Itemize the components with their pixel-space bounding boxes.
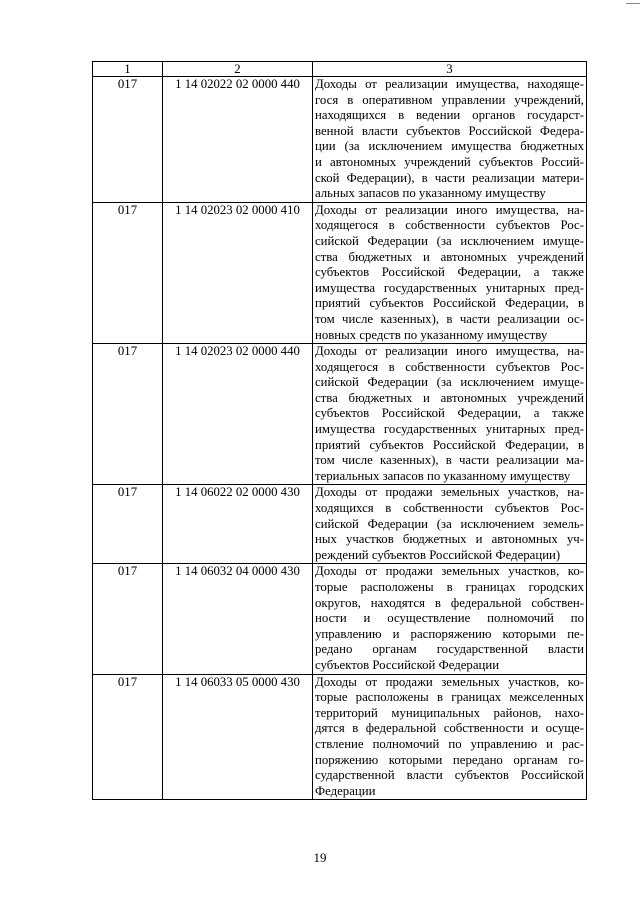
description-line: ской Федерации), в части реализации матери- <box>315 170 584 185</box>
revenue-description-cell <box>313 674 587 800</box>
description-line: Доходы от реализации иного имущества, на- <box>315 202 584 217</box>
description-line: сударственной власти субъектов Российской <box>315 768 584 783</box>
description-line: ства бюджетных и автономных учреждений <box>315 249 584 264</box>
corner-mark <box>626 0 640 4</box>
admin-code-cell: 017 <box>93 485 163 564</box>
description-line: сийской Федерации (за исключением имуще- <box>315 233 584 248</box>
table-row <box>93 344 587 485</box>
table-row <box>93 202 587 343</box>
description-line: Доходы от реализации иного имущества, на- <box>315 344 584 359</box>
revenue-description-cell <box>313 202 587 343</box>
revenue-code-cell: 1 14 02022 02 0000 440 <box>163 77 313 203</box>
description-line: Доходы от продажи земельных участков, ко- <box>315 674 584 689</box>
revenue-codes-table <box>92 61 587 800</box>
description-line: субъектов Российской Федерации <box>315 657 500 672</box>
description-line: новных средств по указанному имуществу <box>315 327 548 342</box>
description-line: Доходы от продажи земельных участков, на- <box>315 485 584 500</box>
description-line: ствление полномочий по управлению и рас- <box>315 736 584 751</box>
header-cell-1: 1 <box>93 62 163 77</box>
description-line: и автономных учреждений субъектов Россий- <box>315 154 584 169</box>
page-number: 19 <box>313 850 327 865</box>
description-line: имущества государственных унитарных пред- <box>315 280 584 295</box>
description-line: ходящихся в собственности субъектов Рос- <box>315 501 584 516</box>
description-line: ходящегося в собственности субъектов Рос- <box>315 359 584 374</box>
revenue-description-cell <box>313 77 587 203</box>
description-line: альных запасов по указанному имуществу <box>315 186 546 201</box>
header-row <box>93 62 587 77</box>
description-line: территорий муниципальных районов, нахо- <box>315 705 584 720</box>
admin-code-cell: 017 <box>93 344 163 485</box>
description-line: субъектов Российской Федерации, а также <box>315 406 584 421</box>
description-line: териальных запасов по указанному имуществу <box>315 468 571 483</box>
description-line: ности и осуществление полномочий по <box>315 611 584 626</box>
description-line: торые расположены в границах городских <box>315 580 584 594</box>
revenue-code-cell: 1 14 02023 02 0000 440 <box>163 344 313 485</box>
description-line: венной власти субъектов Российской Федера- <box>315 123 584 138</box>
admin-code-cell: 017 <box>93 564 163 674</box>
description-line: сийской Федерации (за исключением земель- <box>315 516 584 531</box>
description-line: торые расположены в границах межселенных <box>315 690 584 705</box>
description-line: округов, находятся в федеральной собствен- <box>315 595 584 610</box>
description-line: Федерации <box>315 783 376 798</box>
description-line: гося в оперативном управлении учреждений, <box>315 92 584 107</box>
description-line: имущества государственных унитарных пред- <box>315 422 584 437</box>
admin-code-cell: 017 <box>93 202 163 343</box>
description-line: Доходы от реализации имущества, находяще- <box>315 77 584 91</box>
description-line: дятся в федеральной собственности и осуще- <box>315 721 584 736</box>
table-row <box>93 564 587 674</box>
description-line: сийской Федерации (за исключением имуще- <box>315 375 584 390</box>
description-line: редано органам государственной власти <box>315 642 584 657</box>
revenue-description-cell <box>313 485 587 564</box>
admin-code-cell: 017 <box>93 674 163 800</box>
description-line: ства бюджетных и автономных учреждений <box>315 390 584 405</box>
description-line: ции (за исключением имущества бюджетных <box>315 139 584 154</box>
table-row <box>93 485 587 564</box>
description-line: ходящегося в собственности субъектов Рос- <box>315 218 584 233</box>
header-cell-3: 3 <box>313 62 587 77</box>
table-row <box>93 674 587 800</box>
revenue-description-cell <box>313 344 587 485</box>
revenue-code-cell: 1 14 06032 04 0000 430 <box>163 564 313 674</box>
revenue-code-cell: 1 14 06033 05 0000 430 <box>163 674 313 800</box>
description-line: том числе казенных), в части реализации ос- <box>315 311 584 326</box>
admin-code-cell: 017 <box>93 77 163 203</box>
description-line: поряжению которыми передано органам го- <box>315 752 584 767</box>
description-line: приятий субъектов Российской Федерации, в <box>315 437 584 452</box>
description-line: приятий субъектов Российской Федерации, в <box>315 296 584 311</box>
revenue-code-cell: 1 14 02023 02 0000 410 <box>163 202 313 343</box>
description-line: том числе казенных), в части реализации ма- <box>315 453 584 468</box>
description-line: субъектов Российской Федерации, а также <box>315 265 584 280</box>
table-row <box>93 77 587 203</box>
description-line: управлению и распоряжению которыми пе- <box>315 626 584 641</box>
description-line: Доходы от продажи земельных участков, ко- <box>315 564 584 579</box>
description-line: находящихся в ведении органов государст- <box>315 108 584 123</box>
description-line: ных участков бюджетных и автономных уч- <box>315 532 584 547</box>
revenue-code-cell: 1 14 06022 02 0000 430 <box>163 485 313 564</box>
description-line: реждений субъектов Российской Федерации) <box>315 547 561 562</box>
revenue-description-cell <box>313 564 587 674</box>
header-cell-2: 2 <box>163 62 313 77</box>
